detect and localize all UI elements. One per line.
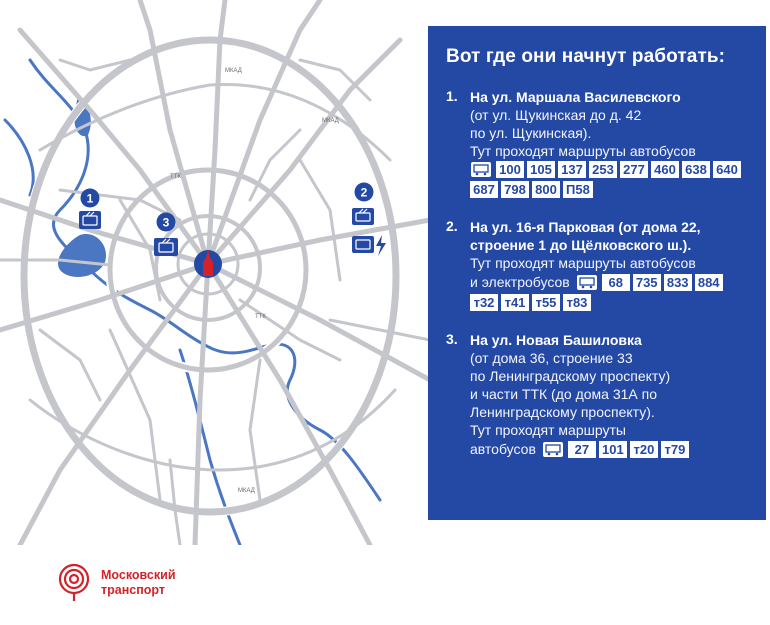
bus-icon <box>542 441 564 458</box>
item-subtitle-line: Ленинградскому проспекту). <box>470 404 655 420</box>
route-badges <box>470 273 752 311</box>
list-item-1 <box>442 88 752 198</box>
route-badge: т32 <box>470 294 498 311</box>
logo-line-1: Московский <box>101 568 176 582</box>
item-subtitle-line: и части ТТК (до дома 31А по <box>470 386 657 402</box>
road-label-ttk-right: ТТК <box>255 314 266 320</box>
trolleybus-icon <box>154 238 178 256</box>
panel-heading: Вот где они начнут работать: <box>446 46 726 67</box>
route-badge: 687 <box>470 181 498 198</box>
route-badge: 105 <box>527 161 555 178</box>
item-number: 1. <box>446 88 458 104</box>
item-body <box>470 331 752 458</box>
route-badge: т83 <box>563 294 591 311</box>
road-label-mkad-bottom: МКАД <box>238 488 255 494</box>
route-badges <box>470 161 752 198</box>
routes-text: Тут проходят маршруты автобусов <box>470 255 696 271</box>
routes-text: Тут проходят маршруты <box>470 422 626 438</box>
route-badge: т79 <box>661 441 689 458</box>
routes-text-2: автобусов <box>470 441 536 457</box>
route-badge: 800 <box>532 181 560 198</box>
routes-text: Тут проходят маршруты автобусов <box>470 143 696 159</box>
moscow-map <box>0 0 430 545</box>
electrobus-icon <box>576 274 598 291</box>
trolleybus-icon <box>352 208 374 225</box>
route-badge: 884 <box>695 274 723 291</box>
road-label-ttk: ТТК <box>170 174 181 180</box>
road-label-mkad-upper-right: МКАД <box>322 118 339 124</box>
route-badge: 27 <box>568 441 596 458</box>
route-badge: 460 <box>651 161 679 178</box>
marker-2-number: 2 <box>360 185 368 200</box>
route-badge: 137 <box>558 161 586 178</box>
route-badge: 100 <box>496 161 524 178</box>
route-badge: т41 <box>501 294 529 311</box>
routes-text-2: и электробусов <box>470 274 570 290</box>
item-subtitle-line: по ул. Щукинская). <box>470 125 592 141</box>
item-subtitle-line: (от ул. Щукинская до д. 42 <box>470 107 642 123</box>
route-badge: 68 <box>602 274 630 291</box>
route-badge: 253 <box>589 161 617 178</box>
road-label-mkad-top: МКАД <box>225 68 242 74</box>
logo-text <box>101 568 176 598</box>
route-badge: 798 <box>501 181 529 198</box>
item-title: На ул. 16-я Парковая (от дома 22, строение 1 до Щёлковского ш.). <box>470 219 701 253</box>
marker-1-number: 1 <box>86 191 94 206</box>
route-badge: 640 <box>713 161 741 178</box>
electrobus-icon <box>352 236 374 253</box>
item-subtitle-line: (от дома 36, строение 33 <box>470 350 633 366</box>
bus-icon <box>470 161 492 178</box>
route-badge: 735 <box>633 274 661 291</box>
route-badge: 101 <box>599 441 627 458</box>
route-badge: т20 <box>630 441 658 458</box>
route-badge: П58 <box>563 181 593 198</box>
item-number: 2. <box>446 218 458 234</box>
moscow-transport-logo <box>55 563 176 603</box>
item-number: 3. <box>446 331 458 347</box>
route-badge: т55 <box>532 294 560 311</box>
route-badge: 638 <box>682 161 710 178</box>
list-item-3 <box>442 331 752 458</box>
route-badges <box>470 440 752 458</box>
item-subtitle-line: по Ленинградскому проспекту) <box>470 368 671 384</box>
item-body <box>470 88 752 198</box>
logo-icon <box>55 563 93 603</box>
item-title: На ул. Новая Башиловка <box>470 332 642 348</box>
marker-3-number: 3 <box>162 215 170 230</box>
item-title: На ул. Маршала Василевского <box>470 89 681 105</box>
route-badge: 277 <box>620 161 648 178</box>
route-badge: 833 <box>664 274 692 291</box>
item-body <box>470 218 752 311</box>
logo-line-2: транспорт <box>101 583 165 597</box>
info-panel <box>428 26 766 520</box>
trolleybus-icon <box>79 211 101 229</box>
list-item-2 <box>442 218 752 311</box>
